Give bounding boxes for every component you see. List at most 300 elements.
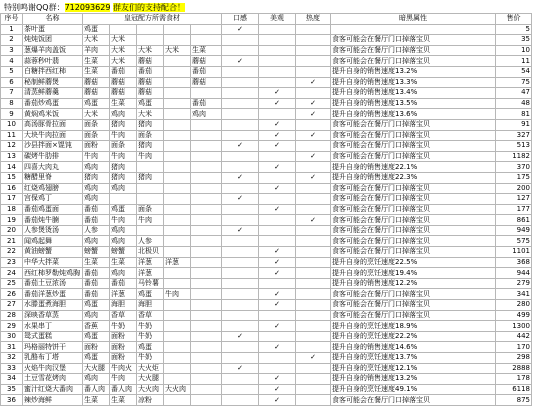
row-ingredient-cell[interactable]: 鸡肉 — [191, 109, 222, 120]
row-looks-check[interactable]: ✓ — [259, 300, 296, 311]
row-ingredient-cell[interactable] — [164, 300, 191, 311]
table-row[interactable] — [1, 24, 532, 35]
row-ingredient-cell[interactable] — [191, 88, 222, 99]
row-name-cell[interactable]: 糖醋里脊 — [23, 172, 83, 183]
row-ingredient-cell[interactable]: 洋葱 — [110, 289, 137, 300]
row-attribute-cell[interactable]: 提升自身的销售速度13.2% — [331, 66, 496, 77]
row-taste-check[interactable] — [222, 162, 259, 173]
row-ingredient-cell[interactable]: 螃蟹 — [83, 247, 110, 258]
row-ingredient-cell[interactable]: 大米 — [137, 45, 164, 56]
row-ingredient-cell[interactable]: 牛肉 — [110, 374, 137, 385]
row-ingredient-cell[interactable]: 生菜 — [110, 257, 137, 268]
row-ingredient-cell[interactable] — [191, 236, 222, 247]
row-ingredient-cell[interactable]: 生菜 — [191, 45, 222, 56]
row-name-cell[interactable]: 四喜大肉丸 — [23, 162, 83, 173]
row-looks-check[interactable]: ✓ — [259, 162, 296, 173]
row-looks-check[interactable] — [259, 172, 296, 183]
table-row[interactable] — [1, 236, 532, 247]
row-ingredient-cell[interactable] — [164, 98, 191, 109]
row-ingredient-cell[interactable] — [191, 151, 222, 162]
row-heat-check[interactable] — [296, 342, 331, 353]
row-ingredient-cell[interactable]: 羊肉 — [83, 45, 110, 56]
row-ingredient-cell[interactable]: 鸡蛋 — [83, 353, 110, 364]
row-attribute-cell[interactable]: 提升自身的销售速度13.3% — [331, 77, 496, 88]
row-heat-check[interactable]: ✓ — [296, 172, 331, 183]
row-name-cell[interactable]: 蜜汁红烧大番肉 — [23, 384, 83, 395]
row-attribute-cell[interactable]: 食客可能会在餐厅门口掉落宝贝 — [331, 247, 496, 258]
table-row[interactable] — [1, 141, 532, 152]
row-price-cell[interactable]: 1300 — [496, 321, 532, 332]
row-looks-check[interactable] — [259, 24, 296, 35]
row-ingredient-cell[interactable]: 大米 — [110, 56, 137, 67]
row-ingredient-cell[interactable]: 猪肉 — [137, 119, 164, 130]
row-ingredient-cell[interactable] — [191, 342, 222, 353]
row-price-cell[interactable]: 47 — [496, 88, 532, 99]
row-price-cell[interactable]: 75 — [496, 77, 532, 88]
row-attribute-cell[interactable]: 提升自身的烹饪速度22.2% — [331, 331, 496, 342]
row-ingredient-cell[interactable]: 鸡肉 — [83, 183, 110, 194]
row-looks-check[interactable]: ✓ — [259, 374, 296, 385]
row-taste-check[interactable]: ✓ — [222, 141, 259, 152]
row-ingredient-cell[interactable]: 鸡蛋 — [83, 24, 110, 35]
row-ingredient-cell[interactable]: 香蕉 — [83, 321, 110, 332]
row-name-cell[interactable]: 番茄洋葱炒蛋 — [23, 289, 83, 300]
row-ingredient-cell[interactable]: 大米 — [110, 35, 137, 46]
row-ingredient-cell[interactable]: 洋葱 — [164, 257, 191, 268]
row-id-cell[interactable]: 19 — [1, 215, 23, 226]
row-heat-check[interactable] — [296, 225, 331, 236]
row-ingredient-cell[interactable] — [164, 278, 191, 289]
row-taste-check[interactable] — [222, 35, 259, 46]
row-ingredient-cell[interactable]: 牛肉 — [137, 215, 164, 226]
table-row[interactable] — [1, 194, 532, 205]
row-name-cell[interactable]: 辣炒海鲜 — [23, 395, 83, 406]
col-header-price[interactable]: 售价 — [496, 14, 532, 25]
row-ingredient-cell[interactable]: 牛肉火 — [110, 363, 137, 374]
row-ingredient-cell[interactable] — [191, 141, 222, 152]
table-row[interactable] — [1, 77, 532, 88]
row-ingredient-cell[interactable] — [191, 331, 222, 342]
col-header-name[interactable]: 名称 — [23, 14, 83, 25]
row-ingredient-cell[interactable]: 大米 — [110, 45, 137, 56]
table-row[interactable] — [1, 268, 532, 279]
table-row[interactable] — [1, 215, 532, 226]
row-attribute-cell[interactable] — [331, 24, 496, 35]
row-heat-check[interactable] — [296, 56, 331, 67]
row-id-cell[interactable]: 24 — [1, 268, 23, 279]
row-taste-check[interactable] — [222, 342, 259, 353]
row-heat-check[interactable] — [296, 141, 331, 152]
row-price-cell[interactable]: 575 — [496, 236, 532, 247]
row-ingredient-cell[interactable] — [164, 353, 191, 364]
col-header-taste[interactable]: 口感 — [222, 14, 259, 25]
row-taste-check[interactable] — [222, 321, 259, 332]
row-heat-check[interactable] — [296, 278, 331, 289]
row-ingredient-cell[interactable]: 番茄 — [137, 66, 164, 77]
row-ingredient-cell[interactable]: 鸡肉 — [110, 268, 137, 279]
table-row[interactable] — [1, 300, 532, 311]
row-looks-check[interactable] — [259, 45, 296, 56]
row-ingredient-cell[interactable]: 鸡肉 — [83, 194, 110, 205]
row-heat-check[interactable]: ✓ — [296, 353, 331, 364]
row-ingredient-cell[interactable] — [164, 247, 191, 258]
row-attribute-cell[interactable]: 食客可能会在餐厅门口掉落宝贝 — [331, 215, 496, 226]
row-taste-check[interactable] — [222, 384, 259, 395]
row-ingredient-cell[interactable] — [191, 374, 222, 385]
row-ingredient-cell[interactable] — [137, 24, 164, 35]
table-row[interactable] — [1, 172, 532, 183]
row-ingredient-cell[interactable]: 大火腿 — [137, 374, 164, 385]
row-ingredient-cell[interactable]: 蘑菇 — [137, 88, 164, 99]
row-name-cell[interactable]: 葱爆羊肉盖饭 — [23, 45, 83, 56]
row-looks-check[interactable] — [259, 194, 296, 205]
row-price-cell[interactable]: 11 — [496, 56, 532, 67]
row-price-cell[interactable]: 861 — [496, 215, 532, 226]
row-name-cell[interactable]: 番茄土豆浓汤 — [23, 278, 83, 289]
row-id-cell[interactable]: 13 — [1, 151, 23, 162]
row-taste-check[interactable] — [222, 374, 259, 385]
row-looks-check[interactable]: ✓ — [259, 384, 296, 395]
row-ingredient-cell[interactable]: 面粉 — [110, 331, 137, 342]
row-heat-check[interactable] — [296, 395, 331, 406]
row-ingredient-cell[interactable] — [164, 395, 191, 406]
row-id-cell[interactable]: 12 — [1, 141, 23, 152]
table-row[interactable] — [1, 331, 532, 342]
row-id-cell[interactable]: 32 — [1, 353, 23, 364]
row-name-cell[interactable]: 土豆雪花烤肉 — [23, 374, 83, 385]
table-row[interactable] — [1, 151, 532, 162]
row-ingredient-cell[interactable] — [164, 331, 191, 342]
row-taste-check[interactable] — [222, 77, 259, 88]
row-ingredient-cell[interactable]: 大火肉 — [164, 384, 191, 395]
row-taste-check[interactable]: ✓ — [222, 331, 259, 342]
row-attribute-cell[interactable]: 提升自身的销售速度13.2% — [331, 374, 496, 385]
row-heat-check[interactable] — [296, 88, 331, 99]
row-attribute-cell[interactable]: 提升自身的销售速度14.6% — [331, 342, 496, 353]
row-ingredient-cell[interactable] — [191, 247, 222, 258]
row-ingredient-cell[interactable]: 生菜 — [83, 395, 110, 406]
row-heat-check[interactable] — [296, 24, 331, 35]
row-heat-check[interactable]: ✓ — [296, 98, 331, 109]
row-price-cell[interactable]: 81 — [496, 109, 532, 120]
row-ingredient-cell[interactable] — [164, 194, 191, 205]
row-ingredient-cell[interactable]: 鸡蛋 — [83, 331, 110, 342]
row-name-cell[interactable]: 闻鸡起舞 — [23, 236, 83, 247]
row-heat-check[interactable] — [296, 310, 331, 321]
row-attribute-cell[interactable]: 提升自身的销售速度13.6% — [331, 109, 496, 120]
table-row[interactable] — [1, 45, 532, 56]
row-ingredient-cell[interactable]: 鸡肉 — [110, 225, 137, 236]
row-ingredient-cell[interactable] — [164, 66, 191, 77]
row-attribute-cell[interactable]: 食客可能会在餐厅门口掉落宝贝 — [331, 141, 496, 152]
row-ingredient-cell[interactable] — [164, 363, 191, 374]
row-id-cell[interactable]: 1 — [1, 24, 23, 35]
row-ingredient-cell[interactable]: 洋葱 — [137, 257, 164, 268]
row-heat-check[interactable] — [296, 45, 331, 56]
row-looks-check[interactable]: ✓ — [259, 268, 296, 279]
row-id-cell[interactable]: 11 — [1, 130, 23, 141]
row-taste-check[interactable]: ✓ — [222, 194, 259, 205]
row-id-cell[interactable]: 20 — [1, 225, 23, 236]
row-price-cell[interactable]: 175 — [496, 172, 532, 183]
row-price-cell[interactable]: 48 — [496, 98, 532, 109]
row-taste-check[interactable] — [222, 247, 259, 258]
row-ingredient-cell[interactable] — [191, 363, 222, 374]
row-attribute-cell[interactable]: 提升自身的烹饪速度13.7% — [331, 353, 496, 364]
row-ingredient-cell[interactable]: 鸡蛋 — [137, 98, 164, 109]
row-looks-check[interactable] — [259, 35, 296, 46]
row-heat-check[interactable] — [296, 384, 331, 395]
row-looks-check[interactable]: ✓ — [259, 119, 296, 130]
row-taste-check[interactable] — [222, 289, 259, 300]
row-ingredient-cell[interactable] — [164, 35, 191, 46]
row-id-cell[interactable]: 28 — [1, 310, 23, 321]
row-name-cell[interactable]: 火焰牛肉汉堡 — [23, 363, 83, 374]
row-looks-check[interactable] — [259, 363, 296, 374]
row-id-cell[interactable]: 15 — [1, 172, 23, 183]
row-name-cell[interactable]: 水果串丁 — [23, 321, 83, 332]
row-ingredient-cell[interactable] — [164, 77, 191, 88]
row-name-cell[interactable]: 西红柿罗勒炖鸡胸 — [23, 268, 83, 279]
row-ingredient-cell[interactable]: 大米 — [164, 45, 191, 56]
row-ingredient-cell[interactable] — [164, 24, 191, 35]
row-taste-check[interactable] — [222, 215, 259, 226]
row-taste-check[interactable] — [222, 45, 259, 56]
row-ingredient-cell[interactable] — [164, 215, 191, 226]
row-ingredient-cell[interactable]: 番人肉 — [83, 384, 110, 395]
row-price-cell[interactable]: 499 — [496, 310, 532, 321]
row-ingredient-cell[interactable]: 海胆 — [110, 300, 137, 311]
row-name-cell[interactable]: 蒜蓉秒叶翡 — [23, 56, 83, 67]
row-id-cell[interactable]: 29 — [1, 321, 23, 332]
row-price-cell[interactable]: 368 — [496, 257, 532, 268]
row-ingredient-cell[interactable] — [191, 384, 222, 395]
table-row[interactable] — [1, 342, 532, 353]
row-id-cell[interactable]: 35 — [1, 384, 23, 395]
row-attribute-cell[interactable]: 提升自身的烹饪速度22.5% — [331, 257, 496, 268]
row-ingredient-cell[interactable]: 猪肉 — [110, 119, 137, 130]
row-looks-check[interactable] — [259, 310, 296, 321]
row-ingredient-cell[interactable]: 牛肉 — [110, 215, 137, 226]
row-heat-check[interactable] — [296, 363, 331, 374]
table-row[interactable] — [1, 289, 532, 300]
row-ingredient-cell[interactable]: 马铃薯 — [137, 278, 164, 289]
row-taste-check[interactable]: ✓ — [222, 225, 259, 236]
row-ingredient-cell[interactable]: 牛奶 — [137, 321, 164, 332]
row-attribute-cell[interactable]: 食客可能会在餐厅门口掉落宝贝 — [331, 183, 496, 194]
row-taste-check[interactable]: ✓ — [222, 56, 259, 67]
row-name-cell[interactable]: 白糖拌西红柿 — [23, 66, 83, 77]
row-ingredient-cell[interactable]: 牛肉 — [164, 289, 191, 300]
row-ingredient-cell[interactable]: 面条 — [110, 141, 137, 152]
row-ingredient-cell[interactable]: 牛奶 — [110, 321, 137, 332]
row-attribute-cell[interactable]: 食客可能会在餐厅门口掉落宝贝 — [331, 119, 496, 130]
row-name-cell[interactable]: 红烧鸡翅膀 — [23, 183, 83, 194]
row-ingredient-cell[interactable]: 蘑菇 — [110, 77, 137, 88]
row-id-cell[interactable]: 8 — [1, 98, 23, 109]
row-name-cell[interactable]: 水滕蛋煮海胆 — [23, 300, 83, 311]
row-ingredient-cell[interactable]: 凉粉 — [137, 395, 164, 406]
row-ingredient-cell[interactable] — [191, 225, 222, 236]
row-attribute-cell[interactable]: 提升自身的烹饪速度18.9% — [331, 321, 496, 332]
row-ingredient-cell[interactable]: 大米 — [137, 109, 164, 120]
row-ingredient-cell[interactable]: 面粉 — [83, 342, 110, 353]
row-ingredient-cell[interactable]: 鸡肉 — [110, 109, 137, 120]
row-ingredient-cell[interactable]: 面粉 — [110, 342, 137, 353]
row-id-cell[interactable]: 3 — [1, 45, 23, 56]
row-name-cell[interactable]: 番茄鸡蛋面 — [23, 204, 83, 215]
table-row[interactable] — [1, 257, 532, 268]
row-taste-check[interactable] — [222, 88, 259, 99]
row-ingredient-cell[interactable]: 面粉 — [110, 353, 137, 364]
row-ingredient-cell[interactable] — [110, 24, 137, 35]
table-row[interactable] — [1, 353, 532, 364]
table-row[interactable] — [1, 119, 532, 130]
row-attribute-cell[interactable]: 提升自身的烹饪速度49.1% — [331, 384, 496, 395]
row-ingredient-cell[interactable]: 番茄 — [83, 289, 110, 300]
row-price-cell[interactable]: 177 — [496, 204, 532, 215]
row-ingredient-cell[interactable]: 蘑菇 — [137, 56, 164, 67]
row-ingredient-cell[interactable]: 鸡蛋 — [83, 98, 110, 109]
row-taste-check[interactable] — [222, 130, 259, 141]
row-attribute-cell[interactable]: 食客可能会在餐厅门口掉落宝贝 — [331, 45, 496, 56]
col-header-ingredients[interactable]: 皇冠配方所需食材 — [83, 14, 222, 25]
row-ingredient-cell[interactable]: 香草 — [110, 310, 137, 321]
row-heat-check[interactable] — [296, 257, 331, 268]
row-ingredient-cell[interactable] — [164, 119, 191, 130]
row-price-cell[interactable]: 10 — [496, 45, 532, 56]
row-looks-check[interactable] — [259, 215, 296, 226]
row-looks-check[interactable] — [259, 353, 296, 364]
row-id-cell[interactable]: 33 — [1, 363, 23, 374]
row-heat-check[interactable] — [296, 268, 331, 279]
row-id-cell[interactable]: 21 — [1, 236, 23, 247]
table-row[interactable] — [1, 35, 532, 46]
row-ingredient-cell[interactable] — [137, 35, 164, 46]
row-id-cell[interactable]: 7 — [1, 88, 23, 99]
row-ingredient-cell[interactable] — [164, 109, 191, 120]
table-row[interactable] — [1, 395, 532, 406]
row-price-cell[interactable]: 200 — [496, 183, 532, 194]
row-taste-check[interactable] — [222, 66, 259, 77]
row-ingredient-cell[interactable]: 猪肉 — [83, 172, 110, 183]
row-ingredient-cell[interactable]: 牛肉 — [83, 151, 110, 162]
row-price-cell[interactable]: 370 — [496, 162, 532, 173]
row-heat-check[interactable]: ✓ — [296, 77, 331, 88]
row-id-cell[interactable]: 17 — [1, 194, 23, 205]
row-price-cell[interactable]: 442 — [496, 331, 532, 342]
row-heat-check[interactable] — [296, 331, 331, 342]
row-taste-check[interactable]: ✓ — [222, 24, 259, 35]
row-looks-check[interactable]: ✓ — [259, 395, 296, 406]
row-ingredient-cell[interactable] — [191, 321, 222, 332]
row-id-cell[interactable]: 16 — [1, 183, 23, 194]
row-ingredient-cell[interactable]: 北极贝 — [137, 247, 164, 258]
row-ingredient-cell[interactable]: 大火肉 — [137, 384, 164, 395]
table-row[interactable] — [1, 56, 532, 67]
row-heat-check[interactable] — [296, 300, 331, 311]
row-price-cell[interactable]: 54 — [496, 66, 532, 77]
row-looks-check[interactable] — [259, 77, 296, 88]
row-ingredient-cell[interactable]: 面条 — [83, 130, 110, 141]
row-ingredient-cell[interactable]: 生菜 — [83, 66, 110, 77]
row-ingredient-cell[interactable]: 番茄 — [110, 66, 137, 77]
row-heat-check[interactable] — [296, 194, 331, 205]
row-looks-check[interactable]: ✓ — [259, 130, 296, 141]
row-id-cell[interactable]: 5 — [1, 66, 23, 77]
row-taste-check[interactable] — [222, 151, 259, 162]
row-attribute-cell[interactable]: 提升自身的烹饪速度19.4% — [331, 268, 496, 279]
row-ingredient-cell[interactable] — [191, 130, 222, 141]
row-heat-check[interactable] — [296, 66, 331, 77]
row-price-cell[interactable]: 2888 — [496, 363, 532, 374]
row-name-cell[interactable]: 黄焖鸡米饭 — [23, 109, 83, 120]
table-row[interactable] — [1, 88, 532, 99]
row-ingredient-cell[interactable]: 猪肉 — [110, 172, 137, 183]
row-price-cell[interactable]: 279 — [496, 278, 532, 289]
row-attribute-cell[interactable]: 食客可能会在餐厅门口掉落宝贝 — [331, 300, 496, 311]
row-ingredient-cell[interactable] — [137, 225, 164, 236]
row-looks-check[interactable]: ✓ — [259, 321, 296, 332]
row-id-cell[interactable]: 10 — [1, 119, 23, 130]
row-looks-check[interactable]: ✓ — [259, 183, 296, 194]
row-ingredient-cell[interactable] — [191, 35, 222, 46]
row-ingredient-cell[interactable]: 大火腿 — [83, 363, 110, 374]
row-taste-check[interactable]: ✓ — [222, 172, 259, 183]
row-taste-check[interactable] — [222, 183, 259, 194]
row-taste-check[interactable] — [222, 310, 259, 321]
row-ingredient-cell[interactable]: 面条 — [137, 130, 164, 141]
row-id-cell[interactable]: 9 — [1, 109, 23, 120]
row-ingredient-cell[interactable]: 牛奶 — [137, 353, 164, 364]
row-ingredient-cell[interactable]: 牛奶 — [137, 331, 164, 342]
row-attribute-cell[interactable]: 提升自身的销售速度13.5% — [331, 98, 496, 109]
table-row[interactable] — [1, 321, 532, 332]
row-ingredient-cell[interactable]: 洋葱 — [137, 268, 164, 279]
row-attribute-cell[interactable]: 食客可能会在餐厅门口掉落宝贝 — [331, 289, 496, 300]
row-id-cell[interactable]: 27 — [1, 300, 23, 311]
col-header-attribute[interactable]: 暗黑属性 — [331, 14, 496, 25]
row-price-cell[interactable]: 170 — [496, 342, 532, 353]
row-price-cell[interactable]: 949 — [496, 225, 532, 236]
row-id-cell[interactable]: 2 — [1, 35, 23, 46]
row-attribute-cell[interactable]: 食客可能会在餐厅门口掉落宝贝 — [331, 395, 496, 406]
row-ingredient-cell[interactable]: 螃蟹 — [110, 247, 137, 258]
row-heat-check[interactable]: ✓ — [296, 109, 331, 120]
row-attribute-cell[interactable]: 食客可能会在餐厅门口掉落宝贝 — [331, 225, 496, 236]
row-ingredient-cell[interactable]: 鸡蛋 — [83, 300, 110, 311]
row-name-cell[interactable]: 大块牛肉拉面 — [23, 130, 83, 141]
row-ingredient-cell[interactable]: 番茄 — [191, 66, 222, 77]
row-attribute-cell[interactable]: 食客可能会在餐厅门口掉落宝贝 — [331, 35, 496, 46]
row-ingredient-cell[interactable]: 蘑菇 — [137, 77, 164, 88]
row-id-cell[interactable]: 36 — [1, 395, 23, 406]
row-ingredient-cell[interactable]: 鸡蛋 — [137, 289, 164, 300]
row-ingredient-cell[interactable] — [164, 374, 191, 385]
row-ingredient-cell[interactable] — [164, 310, 191, 321]
table-row[interactable] — [1, 109, 532, 120]
row-heat-check[interactable]: ✓ — [296, 130, 331, 141]
row-ingredient-cell[interactable]: 海胆 — [137, 300, 164, 311]
row-price-cell[interactable]: 327 — [496, 130, 532, 141]
row-heat-check[interactable] — [296, 247, 331, 258]
row-looks-check[interactable]: ✓ — [259, 141, 296, 152]
row-heat-check[interactable]: ✓ — [296, 215, 331, 226]
row-ingredient-cell[interactable]: 生菜 — [83, 257, 110, 268]
row-ingredient-cell[interactable] — [164, 172, 191, 183]
table-row[interactable] — [1, 225, 532, 236]
row-heat-check[interactable] — [296, 289, 331, 300]
